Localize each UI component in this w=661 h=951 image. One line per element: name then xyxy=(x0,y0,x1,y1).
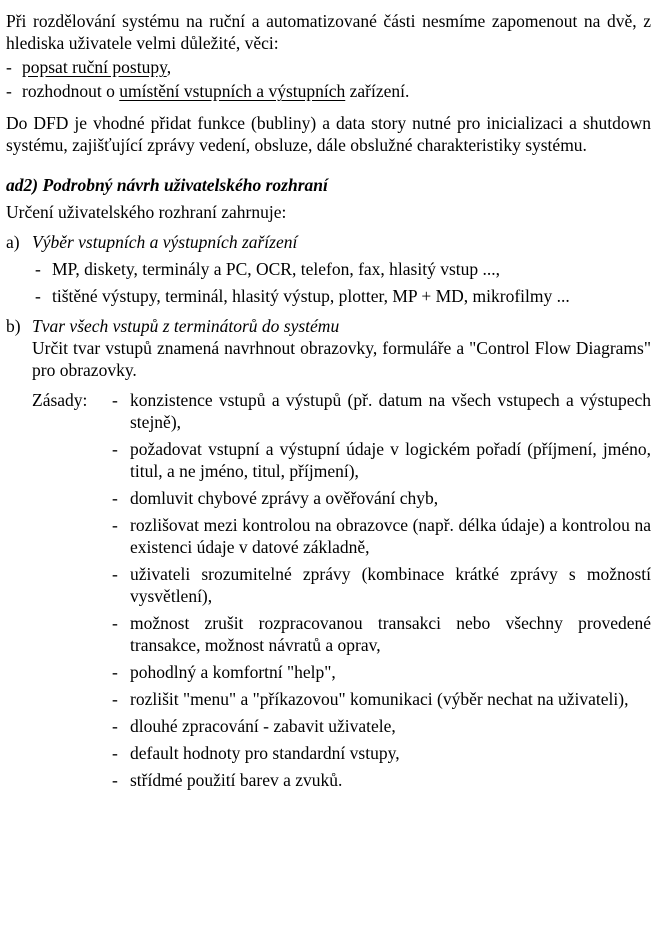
principle-item xyxy=(108,742,651,764)
dash-marker: - xyxy=(112,716,118,736)
device-item-text: tištěné výstupy, terminál, hlasitý výstup, plotter, MP + MD, mikrofilmy ... xyxy=(52,286,570,306)
principle-text: uživateli srozumitelné zprávy (kombinace krátké zprávy s možností vysvětlení), xyxy=(130,564,651,606)
principle-text: konzistence vstupů a výstupů (př. datum na všech vstupech a výstupech stejně), xyxy=(130,390,651,432)
dash-marker: - xyxy=(112,613,118,633)
item-marker: b) xyxy=(6,316,21,336)
principle-item xyxy=(108,514,651,558)
principle-text: rozlišit "menu" a "příkazovou" komunikaci (výběr nechat na uživateli), xyxy=(130,689,629,709)
section-lead: Určení uživatelského rozhraní zahrnuje: xyxy=(6,202,287,222)
principle-item xyxy=(108,487,651,509)
dash-marker: - xyxy=(112,488,118,508)
list-item-a xyxy=(6,231,651,253)
section-heading: ad2) Podrobný návrh uživatelského rozhraní xyxy=(6,175,328,195)
device-item xyxy=(32,285,651,307)
device-item xyxy=(32,258,651,280)
principle-item xyxy=(108,389,651,433)
dfd-paragraph: Do DFD je vhodné přidat funkce (bubliny) a data story nutné pro inicializaci a shutdown systému, zajišťující zprávy vedení, obsluze, dále obslužné charakteristiky systému. xyxy=(6,113,651,155)
dash-marker: - xyxy=(35,259,41,279)
item-tail: zařízení. xyxy=(345,81,410,101)
principle-item xyxy=(108,612,651,656)
dash-marker: - xyxy=(112,743,118,763)
item-text: Určit tvar vstupů znamená navrhnout obrazovky, formuláře a "Control Flow Diagrams" pro obrazovky. xyxy=(32,338,651,380)
principle-text: domluvit chybové zprávy a ověřování chyb, xyxy=(130,488,439,508)
principle-text: dlouhé zpracování - zabavit uživatele, xyxy=(130,716,396,736)
item-title: Tvar všech vstupů z terminátorů do systému xyxy=(32,316,340,336)
principle-item xyxy=(108,769,651,791)
principles-label: Zásady: xyxy=(32,390,88,410)
intro-paragraph: Při rozdělování systému na ruční a automatizované části nesmíme zapomenout na dvě, z hlediska uživatele velmi důležité, věci: xyxy=(6,11,651,53)
dash-marker: - xyxy=(112,689,118,709)
principle-item xyxy=(108,563,651,607)
principle-text: rozlišovat mezi kontrolou na obrazovce (např. délka údaje) a kontrolou na existenci údaje v datové základně, xyxy=(130,515,651,557)
principle-item xyxy=(108,661,651,683)
dash-marker: - xyxy=(112,439,118,459)
principle-item xyxy=(108,715,651,737)
dash-marker: - xyxy=(112,515,118,535)
dash-marker: - xyxy=(112,390,118,410)
device-item-text: MP, diskety, terminály a PC, OCR, telefon, fax, hlasitý vstup ..., xyxy=(52,259,501,279)
principle-text: požadovat vstupní a výstupní údaje v logickém pořadí (příjmení, jméno, titul, a ne jméno, titul, příjmení), xyxy=(130,439,651,481)
item-head: rozhodnout o xyxy=(22,81,120,101)
principle-item xyxy=(108,438,651,482)
intro-item-manual-procedures xyxy=(6,56,651,78)
principle-text: možnost zrušit rozpracovanou transakci nebo všechny provedené transakce, možnost návratů a oprav, xyxy=(130,613,651,655)
dash-marker: - xyxy=(112,662,118,682)
dash-marker: - xyxy=(35,286,41,306)
dash-marker: - xyxy=(6,57,12,77)
principle-text: pohodlný a komfortní "help", xyxy=(130,662,336,682)
principles-list xyxy=(108,389,651,796)
principle-text: default hodnoty pro standardní vstupy, xyxy=(130,743,400,763)
item-title: Výběr vstupních a výstupních zařízení xyxy=(32,232,298,252)
dash-marker: - xyxy=(112,564,118,584)
list-item-b xyxy=(6,315,651,381)
dash-marker: - xyxy=(6,81,12,101)
principles-block xyxy=(6,389,651,796)
item-marker: a) xyxy=(6,232,20,252)
principle-item xyxy=(108,688,651,710)
intro-item-device-placement xyxy=(6,80,651,102)
principle-text: střídmé použití barev a zvuků. xyxy=(130,770,343,790)
dash-marker: - xyxy=(112,770,118,790)
underlined-text: umístění vstupních a výstupních xyxy=(119,81,346,101)
underlined-text: popsat ruční postupy xyxy=(22,57,167,77)
item-tail: , xyxy=(166,57,172,77)
